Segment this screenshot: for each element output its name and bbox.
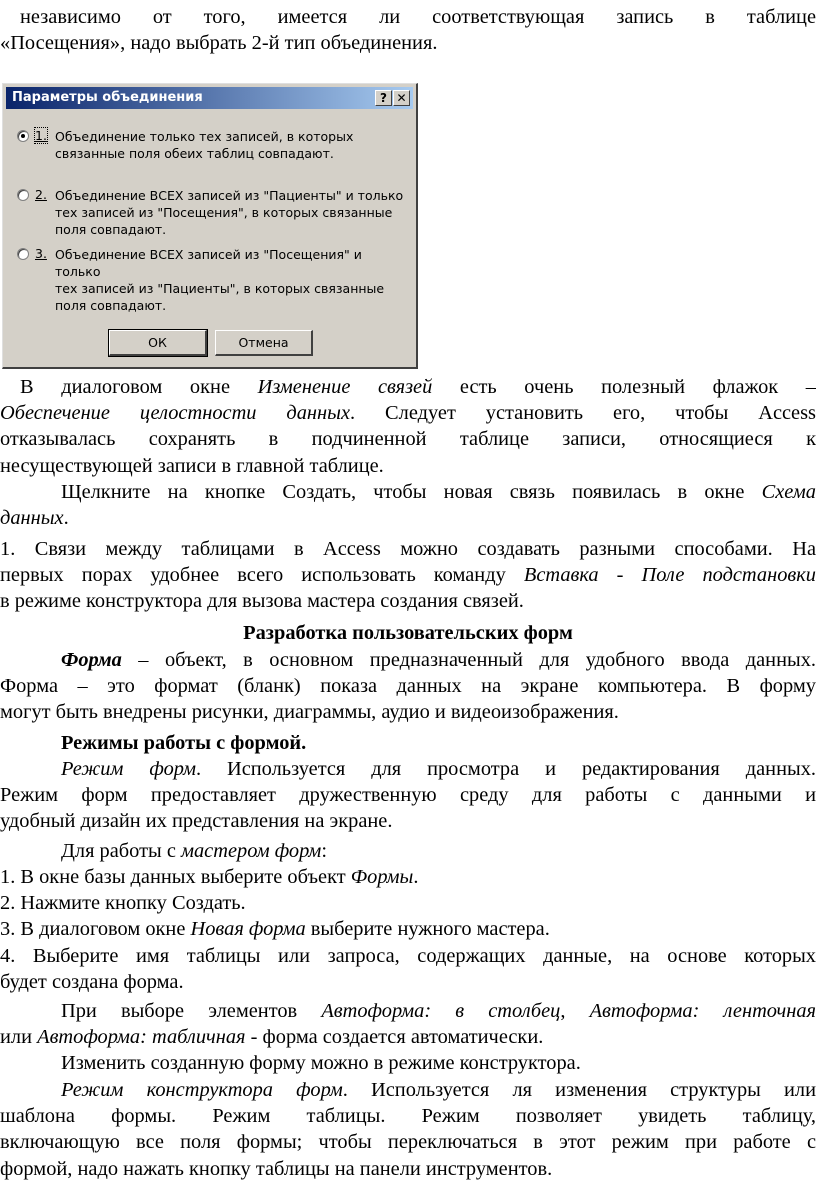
top-paragraph <box>0 4 816 56</box>
list-item <box>0 916 816 942</box>
text-run: Щелкните на кнопке Создать, чтобы новая связь появилась в окне <box>61 481 762 503</box>
text-run: В диалоговом окне <box>20 376 258 398</box>
italic-term: Обеспечение целостности данных <box>0 402 351 425</box>
paragraph-modify <box>0 1050 816 1076</box>
text-line: отказывалась сохранять в подчиненной таблице записи, относящиеся к <box>0 428 816 451</box>
text-run: или <box>0 1026 38 1049</box>
option-text-line: тех записей из "Посещения", в которых связанные <box>55 205 393 220</box>
cancel-button[interactable]: Отмена <box>215 330 313 356</box>
modes-heading <box>0 730 816 756</box>
text-run: 2. Нажмите кнопку Создать. <box>0 892 246 915</box>
option-text-line: Объединение только тех записей, в которых <box>55 129 354 144</box>
list-item <box>0 864 816 890</box>
help-icon[interactable]: ? <box>375 90 392 106</box>
bold-heading: Режимы работы с формой. <box>61 732 307 754</box>
text-line: включающую все поля формы; чтобы переключаться в этот режим при работе с <box>0 1131 816 1154</box>
text-line <box>0 400 816 426</box>
option-text-line: связанные поля обеих таблиц совпадают. <box>55 146 334 161</box>
text-line: «Посещения», надо выбрать 2-й тип объединения. <box>0 32 438 55</box>
option-text-line: Объединение ВСЕХ записей из "Посещения" и только <box>55 247 362 279</box>
text-line: в режиме конструктора для вызова мастера создания связей. <box>0 590 524 613</box>
text-run: При выборе элементов <box>61 1000 322 1022</box>
ok-button[interactable]: ОК <box>109 330 207 356</box>
paragraph-designer-mode <box>0 1077 816 1182</box>
italic-term: Новая форма <box>190 918 306 941</box>
text-line: формой, надо нажать кнопку таблицы на панели инструментов. <box>0 1157 553 1180</box>
text-run: . Используется ля изменения структуры или <box>342 1079 816 1101</box>
paragraph-form-mode <box>0 756 816 835</box>
option-text <box>55 246 405 314</box>
option-number: 3. <box>35 246 47 261</box>
text-run: 3. В диалоговом окне <box>0 918 191 941</box>
option-text-line: Объединение ВСЕХ записей из "Пациенты" и только <box>55 188 404 203</box>
text-run: , <box>560 1000 590 1022</box>
text-line: Режим форм предоставляет дружественную среду для работы с данными и <box>0 784 816 807</box>
italic-term: Режим конструктора форм <box>61 1079 343 1101</box>
italic-term: Режим форм <box>61 758 196 780</box>
italic-term: мастером форм <box>180 840 322 862</box>
text-line <box>0 1024 816 1050</box>
text-line: Форма – это формат (бланк) показа данных на экране компьютера. В форму <box>0 675 816 698</box>
section-heading <box>0 620 816 646</box>
text-line <box>0 562 816 588</box>
list-item-4 <box>0 943 816 995</box>
close-icon[interactable]: ✕ <box>393 90 410 106</box>
radio-button[interactable] <box>17 189 29 201</box>
option-text-line: поля совпадают. <box>55 298 167 313</box>
paragraph-change-links <box>0 374 816 479</box>
text-run: первых порах удобнее всего использовать команду <box>0 564 524 587</box>
italic-term: Вставка - Поле подстановки <box>523 564 816 587</box>
option-number: 2. <box>35 187 47 202</box>
italic-term: Изменение связей <box>257 376 433 398</box>
option-text <box>55 187 405 238</box>
text-run: . <box>63 507 69 530</box>
italic-term: Автоформа: ленточная <box>589 1000 816 1022</box>
italic-term: данных <box>0 507 64 530</box>
text-run: - форма создается автоматически. <box>245 1026 544 1049</box>
step-list <box>0 864 816 943</box>
text-run: 1. В окне базы данных выберите объект <box>0 866 351 888</box>
text-line <box>0 374 816 400</box>
text-run: есть очень полезный флажок – <box>432 376 816 398</box>
paragraph-create <box>0 479 816 531</box>
text-line <box>0 479 816 505</box>
paragraph-wizard <box>0 838 816 864</box>
italic-term: Формы <box>350 866 414 888</box>
heading-text: Разработка пользовательских форм <box>243 622 573 644</box>
dialog-title: Параметры объединения <box>12 90 203 105</box>
text-run: . Следует установить его, чтобы Access <box>350 402 816 425</box>
text-line: несуществующей записи в главной таблице. <box>0 454 384 477</box>
paragraph-autoform <box>0 998 816 1050</box>
text-run: . Используется для просмотра и редактирования данных. <box>195 758 816 780</box>
dialog-title-bar <box>6 87 413 109</box>
text-run: Для работы с <box>61 840 181 862</box>
text-line <box>0 998 816 1024</box>
text-line <box>0 1077 816 1103</box>
text-run: : <box>321 840 327 862</box>
bold-italic-term: Форма <box>61 649 122 671</box>
text-line: Изменить созданную форму можно в режиме конструктора. <box>61 1052 581 1074</box>
option-text-line: поля совпадают. <box>55 222 167 237</box>
text-line: могут быть внедрены рисунки, диаграммы, аудио и видеоизображения. <box>0 701 619 724</box>
text-line: 4. Выберите имя таблицы или запроса, содержащих данные, на основе которых <box>0 945 816 967</box>
paragraph-links <box>0 536 816 615</box>
option-text-line: тех записей из "Пациенты", в которых связанные <box>55 281 385 296</box>
text-line <box>0 838 816 864</box>
text-line: удобный дизайн их представления на экране. <box>0 810 393 833</box>
italic-term: Схема <box>761 481 816 503</box>
text-run: . <box>413 866 419 888</box>
option-text <box>55 128 405 162</box>
radio-button[interactable] <box>17 248 29 260</box>
text-run: – объект, в основном предназначенный для удобного ввода данных. <box>121 649 816 671</box>
text-line: 1. Связи между таблицами в Access можно создавать разными способами. На <box>0 538 816 560</box>
option-number: 1. <box>35 128 47 143</box>
text-line <box>0 756 816 782</box>
join-properties-dialog <box>2 83 418 369</box>
text-line <box>0 505 816 531</box>
italic-term: Автоформа: табличная <box>37 1026 246 1049</box>
text-run: выберите нужного мастера. <box>305 918 550 941</box>
text-line <box>0 647 816 673</box>
italic-term: Автоформа: в столбец <box>321 1000 561 1022</box>
text-line: независимо от того, имеется ли соответствующая запись в таблице <box>20 6 816 28</box>
radio-button-selected[interactable] <box>17 130 29 142</box>
paragraph-form <box>0 647 816 726</box>
list-item <box>0 890 816 916</box>
text-line <box>0 730 816 756</box>
text-line: шаблона формы. Режим таблицы. Режим позволяет увидеть таблицу, <box>0 1105 816 1128</box>
text-line: будет создана форма. <box>0 971 184 994</box>
